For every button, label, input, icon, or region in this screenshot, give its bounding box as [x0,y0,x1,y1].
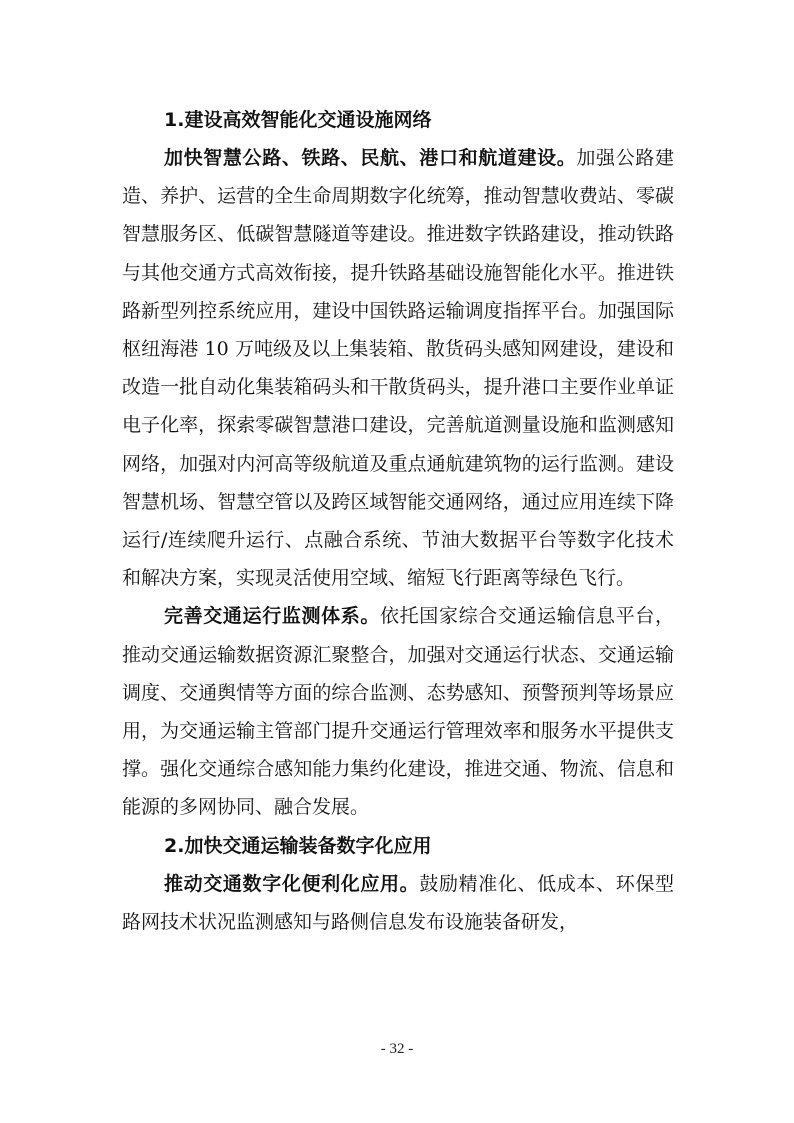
paragraph-lead: 推动交通数字化便利化应用。 [164,872,420,895]
paragraph-lead: 完善交通运行监测体系。 [164,605,381,628]
paragraph-body: 加强公路建造、养护、运营的全生命周期数字化统筹，推动智慧收费站、零碳智慧服务区、低碳智慧隧道等建设。推进数字铁路建设，推动铁路与其他交通方式高效衔接，提升铁路基础设施智能化水平。推进铁路新型列控系统应用，建设中国铁路运输调度指挥平台。加强国际枢纽海港 10 万吨级及以上集装箱、散货码头感知网建设，建设和改造一批自动化集装箱码头和干散货码头，提升港口主要作业单证电子化率，探索零碳智慧港口建设，完善航道测量设施和监测感知网络，加强对内河高等级航道及重点通航建筑物的运行监测。建设智慧机场、智慧空管以及跨区域智能交通网络，通过应用连续下降运行/连续爬升运行、点融合系统、节油大数据平台等数字化技术和解决方案，实现灵活使用空域、缩短飞行距离等绿色飞行。 [122,147,674,590]
page-number: - 32 - [380,1041,414,1057]
section-heading-1: 1.建设高效智能化交通设施网络 [164,109,432,131]
document-page [122,101,674,941]
paragraph-monitoring-system [122,597,674,826]
paragraph-lead: 加快智慧公路、铁路、民航、港口和航道建设。 [164,147,577,169]
paragraph-body: 依托国家综合交通运输信息平台，推动交通运输数据资源汇聚整合，加强对交通运行状态、交通运输调度、交通舆情等方面的综合监测、态势感知、预警预判等场景应用，为交通运输主管部门提升交通运行管理效率和服务水平提供支撑。强化交通综合感知能力集约化建设，推进交通、物流、信息和能源的多网协同、融合发展。 [122,605,674,819]
paragraph-smart-infrastructure [122,139,674,597]
paragraph-digital-convenience [122,865,674,941]
section-heading-2: 2.加快交通运输装备数字化应用 [164,834,432,857]
paragraph-body: 鼓励精准化、低成本、环保型路网技术状况监测感知与路侧信息发布设施装备研发， [122,872,674,933]
